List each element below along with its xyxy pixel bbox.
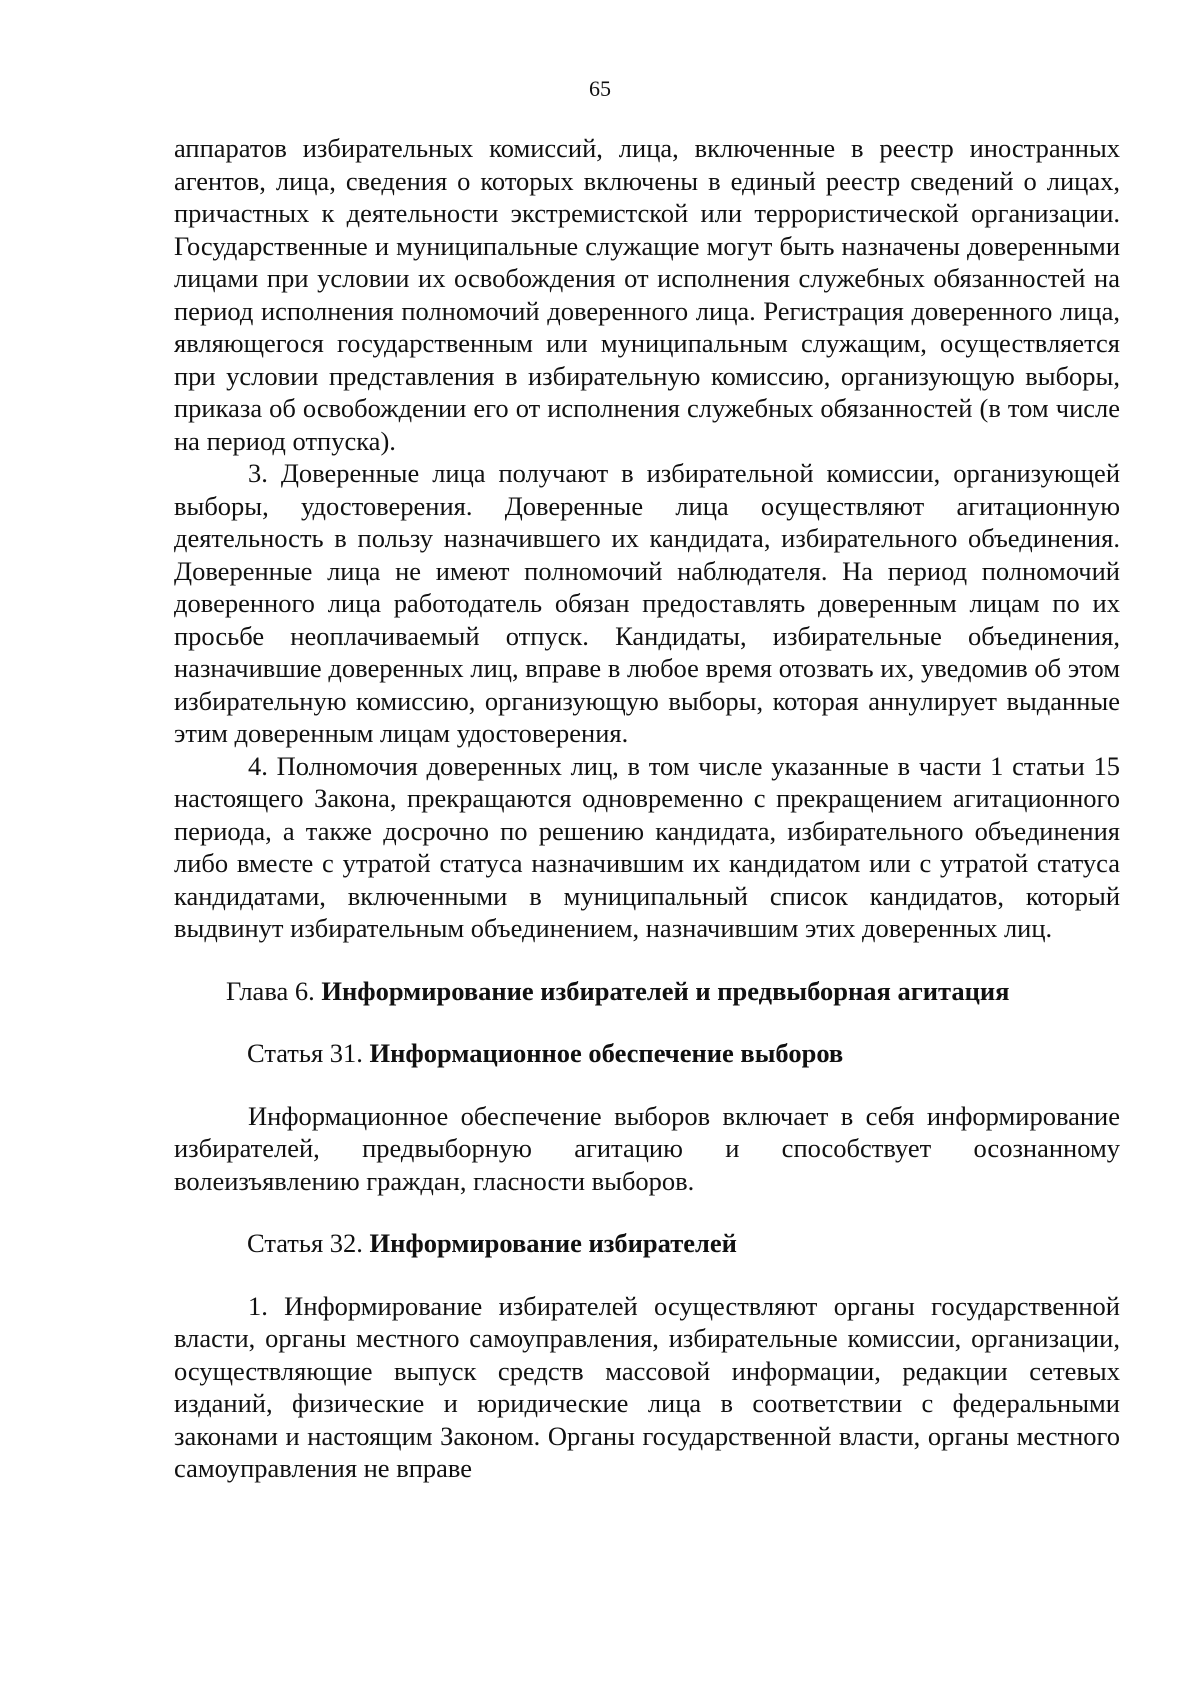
article-31-prefix: Статья 31. (247, 1038, 370, 1068)
chapter-prefix: Глава 6. (226, 975, 322, 1006)
article-32-text: 1. Информирование избирателей осуществляют органы государственной власти, органы местного самоуправления, избирательные комиссии, организации, осуществляющие выпуск средств массовой информации, редакции сетевых изданий, физические и юридические лица в соответствии с федеральными законами и настоящим Законом. Органы государственной власти, органы местного самоуправления не вправе (174, 1290, 1120, 1483)
paragraph-item-4: 4. Полномочия доверенных лиц, в том числе указанные в части 1 статьи 15 настоящего Закона, прекращаются одновременно с прекращением агитационного периода, а также досрочно по решению кандидата, избирательного объединения либо вместе с утратой статуса назначившим их кандидатом или с утратой статуса кандидатами, включенными в муниципальный список кандидатов, который выдвинут избирательным объединением, назначившим этих доверенных лиц. (174, 750, 1120, 943)
chapter-title: Информирование избирателей и предвыборная агитация (321, 975, 1010, 1006)
paragraph-continuation: аппаратов избирательных комиссий, лица, включенные в реестр иностранных агентов, лица, сведения о которых включены в единый реестр сведений о лицах, причастных к деятельности экстремистской или террористической организации. Государственные и муниципальные служащие могут быть назначены доверенными лицами при условии их освобождения от исполнения служебных обязанностей на период исполнения полномочий доверенного лица. Регистрация доверенного лица, являющегося государственным или муниципальным служащим, осуществляется при условии представления в избирательную комиссию, организующую выборы, приказа об освобождении его от исполнения служебных обязанностей (в том числе на период отпуска). (174, 133, 1120, 456)
chapter-heading (174, 975, 1120, 1008)
article-31-text: Информационное обеспечение выборов включает в себя информирование избирателей, предвыборную агитацию и способствует осознанному волеизъявлению граждан, гласности выборов. (174, 1100, 1120, 1196)
article-31-heading (174, 1037, 1120, 1070)
paragraph-item-3: 3. Доверенные лица получают в избирательной комиссии, организующей выборы, удостоверения. Доверенные лица осуществляют агитационную деятельность в пользу назначившего их кандидата, избирательного объединения. Доверенные лица не имеют полномочий наблюдателя. На период полномочий доверенного лица работодатель обязан предоставлять доверенным лицам по их просьбе неоплачиваемый отпуск. Кандидаты, избирательные объединения, назначившие доверенных лиц, вправе в любое время отозвать их, уведомив об этом избирательную комиссию, организующую выборы, которая аннулирует выданные этим доверенным лицам удостоверения. (174, 458, 1120, 748)
article-32-heading (174, 1227, 1120, 1260)
document-body (174, 132, 1120, 1485)
article-32-title: Информирование избирателей (369, 1228, 737, 1258)
article-32-prefix: Статья 32. (247, 1228, 370, 1258)
article-31-title: Информационное обеспечение выборов (369, 1038, 844, 1068)
page-number: 65 (589, 76, 611, 101)
